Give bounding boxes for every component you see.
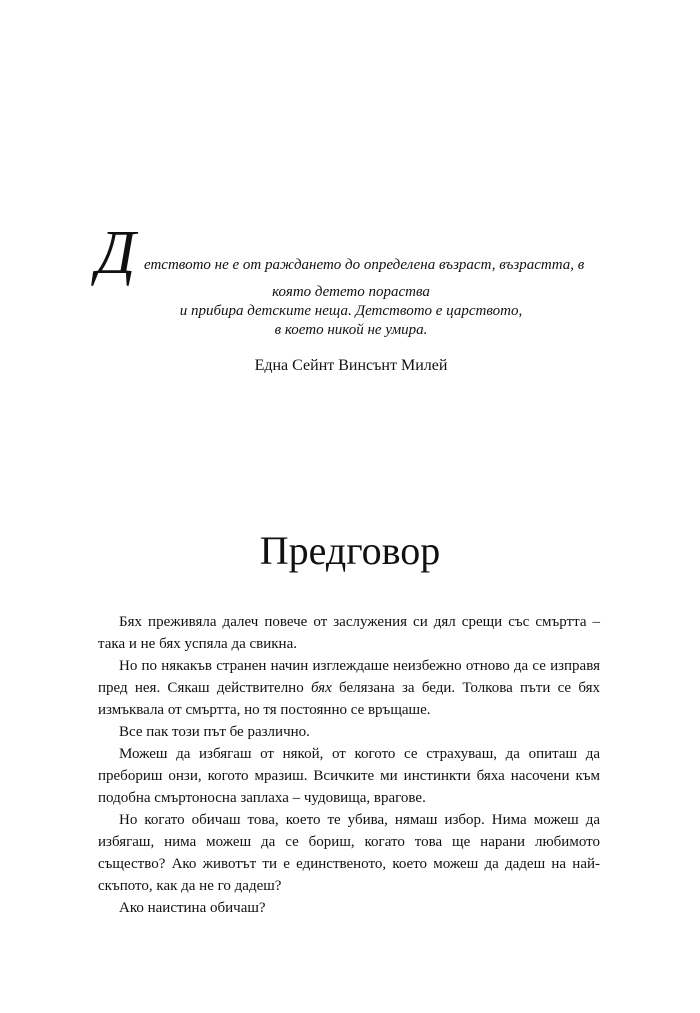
paragraph: Все пак този път бе различно. (119, 724, 310, 740)
paragraph: Можеш да избягаш от някой, от когото се страхуваш, да опиташ да пребориш онзи, когото мразиш. Всичките ми инстинкти бяха насочени към подобна смъртоносна заплаха – чудовища, врагове. (98, 746, 600, 806)
paragraph: Бях преживяла далеч повече от заслужения си дял срещи със смъртта – така и не бях успяла да свикна. (98, 614, 600, 652)
epigraph-line: в което никой не умира. (274, 322, 428, 338)
epigraph (96, 219, 606, 375)
epigraph-line: етството не е от раждането до определена възраст, възрастта, в (144, 257, 585, 273)
paragraph (98, 655, 600, 721)
paragraph: Но когато обичаш това, което те убива, нямаш избор. Нима можеш да избягаш, нима можеш да се бориш, когато това ще нарани любимото същество? Ако животът ти е единственото, което можеш да дадеш на най-скъпото, как да не го дадеш? (98, 812, 600, 894)
epigraph-line: и прибира детските неща. Детството е царството, (179, 303, 523, 319)
paragraph-text: Но по някакъв странен начин изглеждаше неизбежно отново да се изправя пред нея. Сякаш действително (98, 658, 600, 696)
paragraph: Ако наистина обичаш? (119, 900, 266, 916)
epigraph-first-line (96, 219, 606, 287)
epigraph-line: която детето пораства (272, 284, 430, 300)
paragraph-text: белязана за беди. Толкова пъти се бях измъквала от смъртта, но тя постоянно се връщаше. (98, 680, 600, 718)
emphasized-word: бях (310, 680, 332, 696)
epigraph-continuation (96, 283, 606, 340)
chapter-title: Предговор (259, 528, 441, 573)
drop-cap: Д (96, 219, 136, 287)
epigraph-author: Една Сейнт Винсънт Милей (254, 357, 448, 374)
chapter-body (98, 611, 600, 919)
